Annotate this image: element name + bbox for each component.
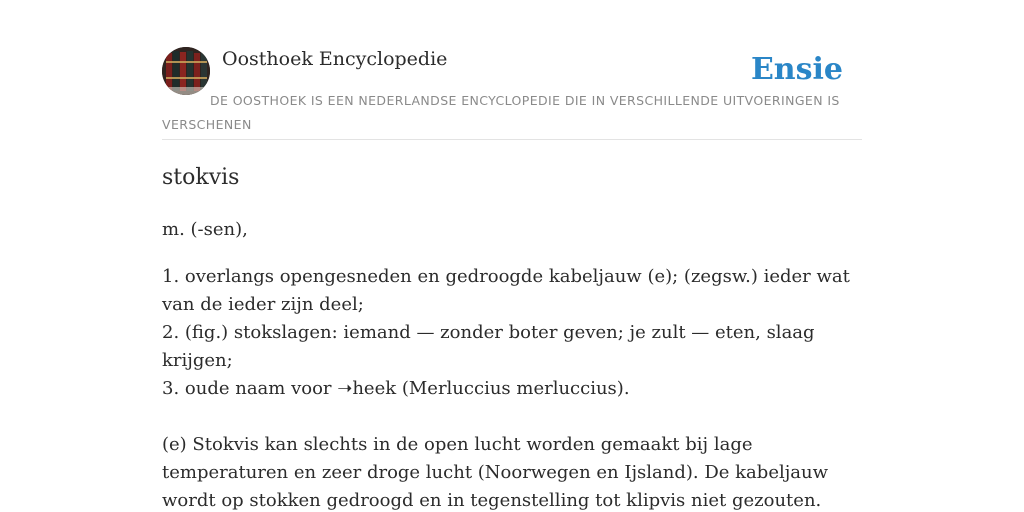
definition-1: 1. overlangs opengesneden en gedroogde kabeljauw (e); (zegsw.) ieder wat van de ieder zijn deel; <box>162 266 850 315</box>
entry-grammar: m. (-sen), <box>162 219 248 240</box>
site-tagline: DE OOSTHOEK IS EEN NEDERLANDSE ENCYCLOPEDIE DIE IN VERSCHILLENDE UITVOERINGEN IS VERSCHENEN <box>162 93 840 132</box>
page-container <box>162 0 862 511</box>
entry-title: stokvis <box>162 165 240 190</box>
brand-logo-link[interactable]: Ensie <box>750 52 843 87</box>
entry-body <box>162 263 862 512</box>
paragraph-spacer <box>162 403 862 431</box>
definition-3: 3. oude naam voor ➝heek (Merluccius merluccius). <box>162 378 630 399</box>
site-title[interactable]: Oosthoek Encyclopedie <box>222 48 448 70</box>
site-header <box>162 0 862 140</box>
encyclopedia-books-icon[interactable] <box>162 47 210 95</box>
definition-2: 2. (fig.) stokslagen: iemand — zonder boter geven; je zult — eten, slaag krijgen; <box>162 322 815 371</box>
entry-note: (e) Stokvis kan slechts in de open lucht worden gemaakt bij lage temperaturen en zeer droge lucht (Noorwegen en Ijsland). De kabeljauw wordt op stokken gedroogd en in tegenstelling tot klipvis niet gezouten. <box>162 434 829 511</box>
